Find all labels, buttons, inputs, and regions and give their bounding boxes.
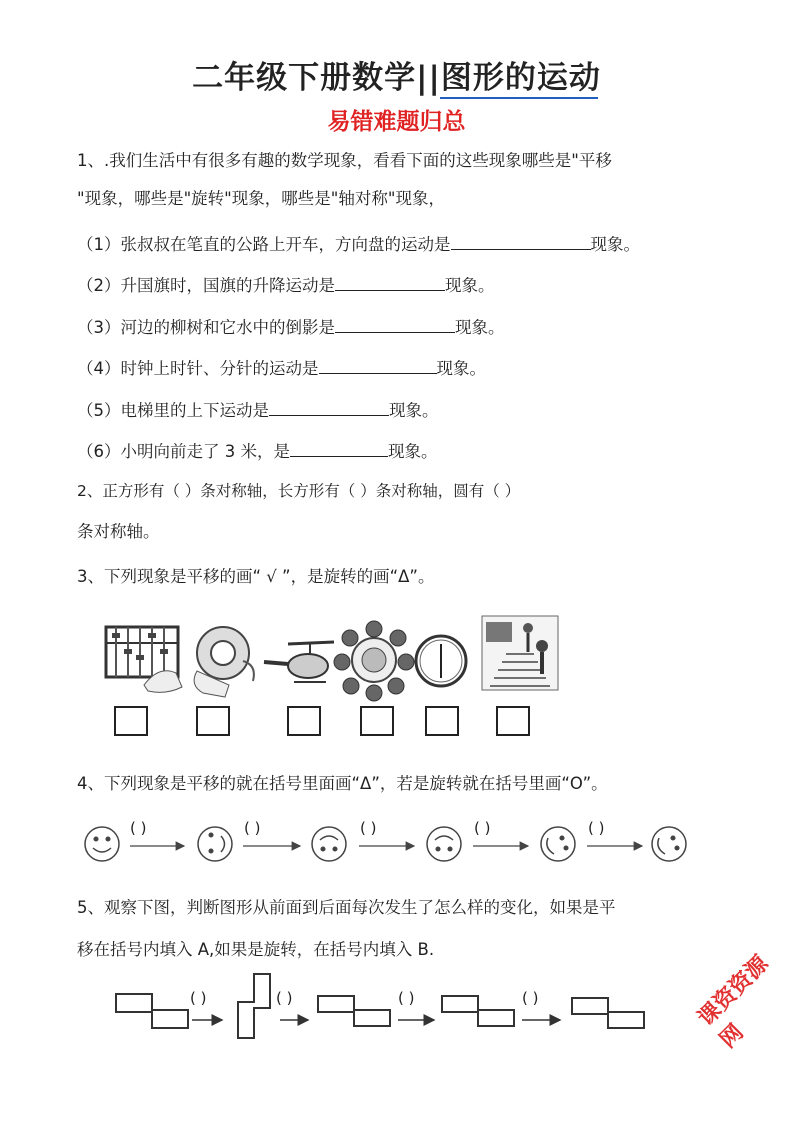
shape-icon xyxy=(318,996,390,1026)
answer-box-2[interactable] xyxy=(196,706,230,736)
rotating-ring-picture xyxy=(336,620,414,700)
q1-item-text: （2）升国旗时，国旗的升降运动是 xyxy=(77,276,335,295)
answer-blank[interactable] xyxy=(290,438,388,457)
q1-item-text: （6）小明向前走了 3 米，是 xyxy=(77,442,290,461)
q1-item-2 xyxy=(77,272,495,297)
shape-icon xyxy=(572,998,644,1028)
q1-item-suffix: 现象。 xyxy=(389,401,439,420)
answer-box-4[interactable] xyxy=(360,706,394,736)
q1-item-suffix: 现象。 xyxy=(388,442,438,461)
disc-hand-picture xyxy=(185,625,265,700)
q5-bracket-4[interactable]: ( ) xyxy=(522,989,539,1007)
shape-icon xyxy=(442,996,514,1026)
title-underline xyxy=(440,96,600,100)
q5-bracket-3[interactable]: ( ) xyxy=(398,989,415,1007)
q1-item-suffix: 现象。 xyxy=(455,318,505,337)
answer-blank[interactable] xyxy=(335,272,445,291)
q1-item-text: （3）河边的柳树和它水中的倒影是 xyxy=(77,318,335,337)
q2-line2: 条对称轴。 xyxy=(77,522,160,541)
q1-item-4 xyxy=(77,355,486,380)
q5-bracket-2[interactable]: ( ) xyxy=(276,989,293,1007)
q1-item-suffix: 现象。 xyxy=(445,276,495,295)
q4-bracket-2[interactable]: ( ) xyxy=(244,819,261,837)
face-icon xyxy=(312,827,346,861)
shape-icon xyxy=(116,994,188,1028)
answer-blank[interactable] xyxy=(335,314,455,333)
watermark-stamp: 课资资源网 xyxy=(693,951,774,1054)
q1-item-3 xyxy=(77,314,505,339)
face-sequence xyxy=(84,818,704,868)
q5-bracket-1[interactable]: ( ) xyxy=(190,989,207,1007)
q4-bracket-5[interactable]: ( ) xyxy=(588,819,605,837)
q1-item-text: （5）电梯里的上下运动是 xyxy=(77,401,269,420)
title-black: 二年级下册数学|| xyxy=(192,60,441,96)
answer-box-1[interactable] xyxy=(114,706,148,736)
q4-bracket-4[interactable]: ( ) xyxy=(474,819,491,837)
q1-item-text: （4）时钟上时针、分针的运动是 xyxy=(77,359,319,378)
title-blue: 图形的运动 xyxy=(440,60,601,96)
q1-item-text: （1）张叔叔在笔直的公路上开车，方向盘的运动是 xyxy=(77,235,451,254)
q3-text: 3、下列现象是平移的画“ √ ”，是旋转的画“Δ”。 xyxy=(77,567,435,586)
q1-line1: 1、.我们生活中有很多有趣的数学现象，看看下面的这些现象哪些是"平移 xyxy=(77,151,612,170)
helicopter-picture xyxy=(258,640,338,690)
q1-item-suffix: 现象。 xyxy=(590,235,640,254)
answer-blank[interactable] xyxy=(451,231,591,250)
face-icon xyxy=(652,827,686,861)
q1-item-6 xyxy=(77,438,438,463)
q4-bracket-3[interactable]: ( ) xyxy=(360,819,377,837)
face-icon xyxy=(198,827,232,861)
q1-item-1 xyxy=(77,231,640,256)
q4-text: 4、下列现象是平移的就在括号里面画“Δ”，若是旋转就在括号里画“O”。 xyxy=(77,774,608,793)
clock-picture xyxy=(414,632,470,692)
page-subtitle: 易错难题归总 xyxy=(327,109,466,135)
escalator-picture xyxy=(480,612,560,694)
answer-blank[interactable] xyxy=(269,397,389,416)
q1-item-5 xyxy=(77,397,439,422)
q2-line1: 2、正方形有（ ）条对称轴，长方形有（ ）条对称轴，圆有（ ） xyxy=(77,482,521,500)
answer-blank[interactable] xyxy=(319,355,437,374)
abacus-hand-picture xyxy=(104,625,184,695)
q1-line2: "现象，哪些是"旋转"现象，哪些是"轴对称"现象， xyxy=(77,189,445,208)
face-icon xyxy=(541,827,575,861)
page-title xyxy=(0,58,793,98)
answer-box-5[interactable] xyxy=(425,706,459,736)
answer-box-6[interactable] xyxy=(496,706,530,736)
q5-line2: 移在括号内填入 A,如果是旋转，在括号内填入 B. xyxy=(77,940,435,959)
face-icon xyxy=(85,827,119,861)
answer-box-3[interactable] xyxy=(287,706,321,736)
shape-icon xyxy=(238,974,270,1038)
q4-bracket-1[interactable]: ( ) xyxy=(130,819,147,837)
q1-item-suffix: 现象。 xyxy=(436,359,486,378)
q5-line1: 5、观察下图，判断图形从前面到后面每次发生了怎么样的变化，如果是平 xyxy=(77,898,616,917)
face-icon xyxy=(427,827,461,861)
